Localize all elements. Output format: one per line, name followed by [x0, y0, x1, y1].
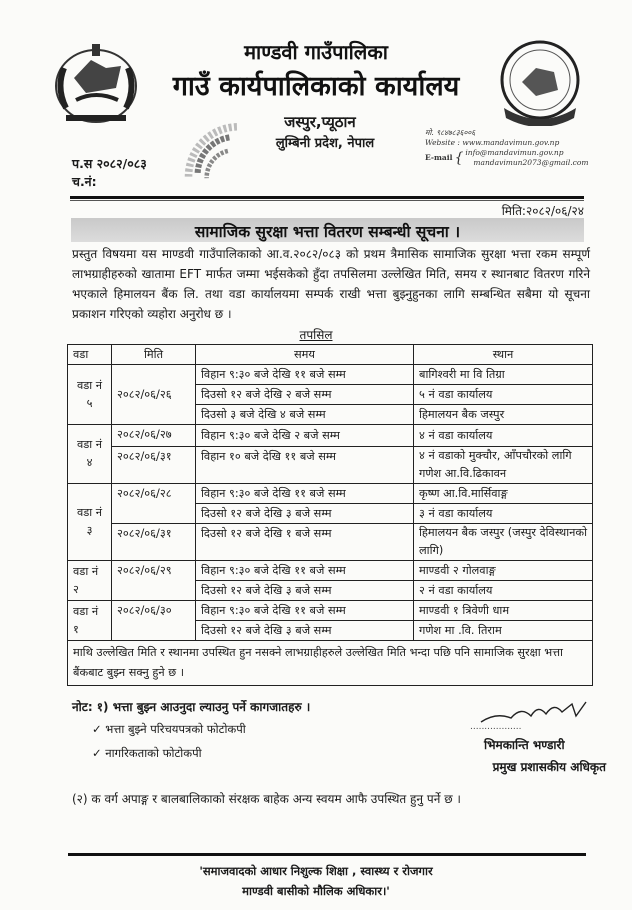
date-cell: २०८२/०६/२६ [112, 365, 196, 425]
place-cell: बागिश्वरी मा वि तिग्रा [414, 365, 593, 385]
table-row [68, 365, 593, 385]
schedule-table [67, 344, 593, 686]
place-cell: माण्डवी २ गोलवाङ्ग [414, 561, 593, 581]
date-cell: २०८२/०६/३० [112, 601, 196, 641]
place-cell: ५ नं वडा कार्यालय [414, 385, 593, 405]
table-row [68, 601, 593, 621]
table-row [68, 425, 593, 447]
table-footer-row [68, 641, 593, 686]
signatory-title: प्रमुख प्रशासकीय अधिकृत [492, 760, 606, 774]
place-cell: हिमालयन बैक जस्पुर (जस्पुर देविस्थानको लागि) [414, 524, 593, 561]
place-cell: ४ नं वडाको मुक्चौर, आँपचौरको लागि गणेश आ.वि.ढिकावन [414, 447, 593, 484]
table-caption: तपसिल [299, 328, 333, 342]
email-2: mandavimun2073@gmail.com [473, 158, 589, 167]
reference-number: प.स २०८२/०८३ [72, 156, 147, 171]
municipality-name: माण्डवी गाउँपालिका [244, 40, 388, 64]
footer-slogan-2: माण्डवी बासीको मौलिक अधिकार।' [242, 884, 390, 898]
col-place: स्थान [414, 345, 593, 365]
checklist-item: ✓ नागरिकताको फोटोकपी [92, 746, 202, 760]
time-cell: विहान ९:३० बजे देखि ११ बजे सम्म [196, 484, 414, 504]
time-cell: विहान ९:३० बजे देखि ११ बजे सम्म [196, 601, 414, 621]
time-cell: दिउसो १२ बजे देखि ३ बजे सम्म [196, 581, 414, 601]
phone: मो. ९८४७८३६००६ [425, 128, 476, 137]
ward-cell: वडा नं ३ [68, 484, 112, 561]
address-line-2: लुम्बिनी प्रदेश, नेपाल [275, 136, 375, 151]
date-cell: २०८२/०६/३१ [112, 447, 196, 484]
ward-cell: वडा नं ४ [68, 425, 112, 484]
notice-title: सामाजिक सुरक्षा भत्ता वितरण सम्बन्धी सूचना । [194, 223, 461, 241]
municipality-logo [496, 38, 584, 126]
time-cell: विहान ९:३० बजे देखि ११ बजे सम्म [196, 561, 414, 581]
note-heading: नोट: १) भत्ता बुझ्न आउनुदा ल्याउनु पर्ने कागजातहरु । [72, 700, 311, 714]
contact-block [425, 128, 595, 168]
table-row [68, 484, 593, 504]
place-cell: माण्डवी १ त्रिवेणी धाम [414, 601, 593, 621]
footer-divider [68, 853, 586, 856]
nepal-emblem-logo [46, 38, 146, 128]
checklist-item: ✓ भत्ता बुझ्ने परिचयपत्रको फोटोकपी [92, 722, 246, 736]
note-second: (२) क वर्ग अपाङ्ग र बालबालिकाको संरक्षक बाहेक अन्य स्वयम आफै उपस्थित हुनु पर्ने छ । [72, 792, 461, 806]
time-cell: विहान ९:३० बजे देखि ११ बजे सम्म [196, 365, 414, 385]
dispatch-number: च.नं: [72, 174, 97, 189]
header-divider-thin [70, 200, 584, 201]
time-cell: दिउसो ३ बजे देखि ४ बजे सम्म [196, 405, 414, 425]
col-time: समय [196, 345, 414, 365]
address-line-1: जस्पुर,प्यूठान [284, 113, 356, 131]
table-row [68, 524, 593, 561]
signatory-name: भिमकान्ति भण्डारी [484, 738, 565, 752]
date-cell: २०८२/०६/२९ [112, 561, 196, 601]
office-stamp [184, 116, 246, 192]
office-name: गाउँ कार्यपालिकाको कार्यालय [172, 71, 460, 102]
time-cell: विहान ९:३० बजे देखि २ बजे सम्म [196, 425, 414, 447]
date-cell: २०८२/०६/२८ [112, 484, 196, 524]
email-label: E-mail [425, 153, 453, 162]
notice-date: मिति:२०८२/०६/२४ [501, 204, 584, 218]
table-row [68, 447, 593, 484]
ward-cell: वडा नं २ [68, 561, 112, 601]
place-cell: ४ नं वडा कार्यालय [414, 425, 593, 447]
ward-cell: वडा नं १ [68, 601, 112, 641]
time-cell: दिउसो १२ बजे देखि २ बजे सम्म [196, 385, 414, 405]
time-cell: दिउसो १२ बजे देखि ३ बजे सम्म [196, 504, 414, 524]
place-cell: कृष्ण आ.वि.मार्सिवाङ्ग [414, 484, 593, 504]
table-row [68, 561, 593, 581]
ward-cell: वडा नं ५ [68, 365, 112, 425]
col-ward: वडा [68, 345, 112, 365]
date-cell: २०८२/०६/३१ [112, 524, 196, 561]
place-cell: २ नं वडा कार्यालय [414, 581, 593, 601]
brace: { [454, 150, 464, 166]
col-date: मिति [112, 345, 196, 365]
header-divider [70, 196, 584, 199]
email-1: info@mandavimun.gov.np [465, 148, 564, 157]
place-cell: ३ नं वडा कार्यालय [414, 504, 593, 524]
time-cell: विहान १० बजे देखि ११ बजे सम्म [196, 447, 414, 484]
footer-slogan-1: 'समाजवादको आधार निशुल्क शिक्षा , स्वास्थ्य र रोजगार [199, 864, 433, 878]
time-cell: दिउसो १२ बजे देखि ३ बजे सम्म [196, 621, 414, 641]
place-cell: गणेश मा .वि. तिराम [414, 621, 593, 641]
date-cell: २०८२/०६/२७ [112, 425, 196, 447]
website: Website : www.mandavimun.gov.np [425, 138, 560, 147]
place-cell: हिमालयन बैक जस्पुर [414, 405, 593, 425]
time-cell: दिउसो १२ बजे देखि १ बजे सम्म [196, 524, 414, 561]
notice-body: प्रस्तुत विषयमा यस माण्डवी गाउँपालिकाको आ.व.२०८२/०८३ को प्रथम त्रैमासिक सामाजिक सुरक्षा भत्ता रकम सम्पूर्ण लाभग्राहीहरुको खातामा EFT मार्फत जम्मा भईसकेको हुँदा तपसिलमा उल्लेखित मिति, समय र स्थानबाट वितरण गरिने भएकाले हिमालयन बैंक लि. तथा वडा कार्यालयमा सम्पर्क राखी भत्ता बुझ्नुहुनका लागि सम्बन्धित सबैमा यो सूचना प्रकाशन गरिएको व्यहोरा अनुरोध छ । [72, 247, 590, 321]
table-header-row [68, 345, 593, 365]
table-footer-note: माथि उल्लेखित मिति र स्थानमा उपस्थित हुन नसक्ने लाभग्राहीहरुले उल्लेखित मिति भन्दा पछि पनि सामाजिक सुरक्षा भत्ता बैंकबाट बुझ्न सक्नु हुने छ । [68, 641, 593, 686]
signature-dots: .................. [470, 722, 522, 732]
